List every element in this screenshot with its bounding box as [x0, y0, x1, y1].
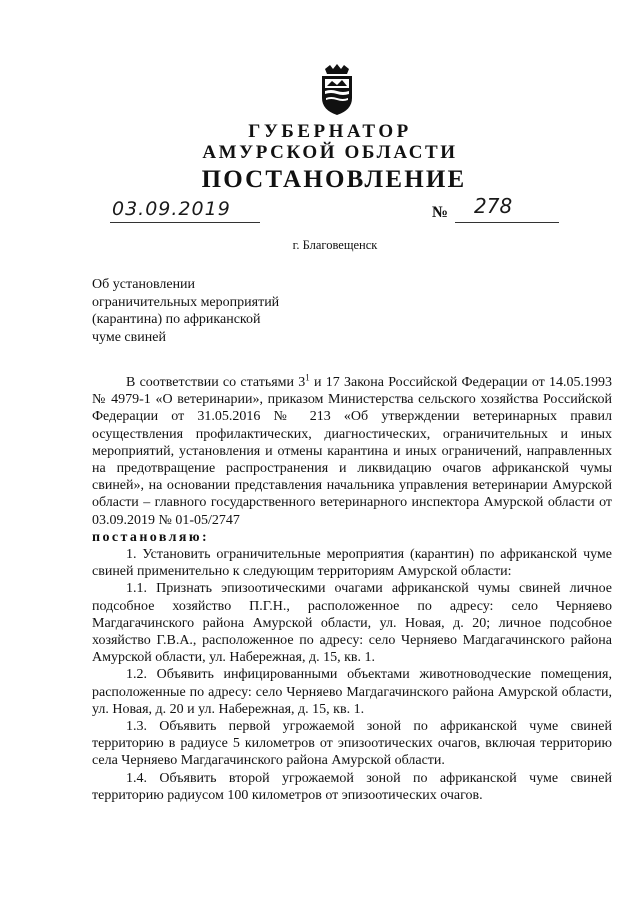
preamble-paragraph: [92, 374, 612, 529]
item-paragraph: 1.2. Объявить инфицированными объектами животноводческие помещения, расположенные по адресу: село Черняево Магдагачинского района Амурской области, ул. Новая, д. 20 и ул. Набережная, д. 15, кв. 1.: [92, 667, 612, 717]
subject-line: чуме свиней: [92, 329, 166, 345]
document-date: 03.09.2019: [112, 198, 231, 220]
date-underline: [110, 222, 260, 223]
subject-line: (карантина) по африканской: [92, 312, 261, 327]
resolve-word: постановляю:: [92, 529, 210, 545]
item-paragraph: 1. Установить ограничительные мероприятия (карантин) по африканской чуме свиней применительно к следующим территориям Амурской области:: [92, 547, 612, 580]
number-sign: №: [432, 204, 449, 221]
number-underline: [455, 222, 559, 223]
region-heading: АМУРСКОЙ ОБЛАСТИ: [202, 142, 458, 163]
document-subject: [92, 276, 322, 346]
preamble-rest: и 17 Закона Российской Федерации от 14.05.1993 № 4979-1 «О ветеринарии», приказом Министерства сельского хозяйства Российской Федерации от 31.05.2016 № 213 «Об утверждении ветеринарных правил осуществления профилактических, диагностических, ограничительных и иных мероприятий, установления и отмены карантина и иных ограничений, направленных на предотвращение распространения и ликвидацию очагов африканской чумы свиней», на основании представления начальника управления ветеринарии Амурской области – главного государственного ветеринарного инспектора Амурской области от 03.09.2019 № 01-05/2747: [92, 375, 612, 528]
document-number: 278: [474, 194, 513, 218]
subject-line: Об установлении: [92, 277, 196, 292]
item-paragraph: 1.1. Признать эпизоотическими очагами африканской чумы свиней личное подсобное хозяйство П.Г.Н., расположенное по адресу: село Черняево Магдагачинского района Амурской области, ул. Новая, д. 20; личное подсобное хозяйство Г.В.А., расположенное по адресу: село Черняево Магдагачинского района Амурской области, ул. Набережная, д. 15, кв. 1.: [92, 581, 612, 666]
subject-line: ограничительных мероприятий: [92, 294, 280, 310]
item-paragraph: 1.4. Объявить второй угрожаемой зоной по африканской чуме свиней территорию радиусом 100 километров от эпизоотических очагов.: [92, 770, 612, 803]
preamble-start: В соответствии со статьями 3: [126, 375, 306, 390]
document-body: [92, 374, 612, 804]
coat-of-arms-icon: [318, 64, 356, 116]
governor-heading: ГУБЕРНАТОР: [248, 121, 412, 142]
item-paragraph: 1.3. Объявить первой угрожаемой зоной по африканской чуме свиней территорию в радиусе 5 километров от эпизоотических очагов, включая территорию села Черняево Магдагачинского района Амурской области.: [92, 719, 612, 769]
document-type-title: ПОСТАНОВЛЕНИЕ: [201, 166, 467, 193]
city-name: г. Благовещенск: [292, 238, 378, 252]
article-superscript: 1: [305, 372, 310, 383]
